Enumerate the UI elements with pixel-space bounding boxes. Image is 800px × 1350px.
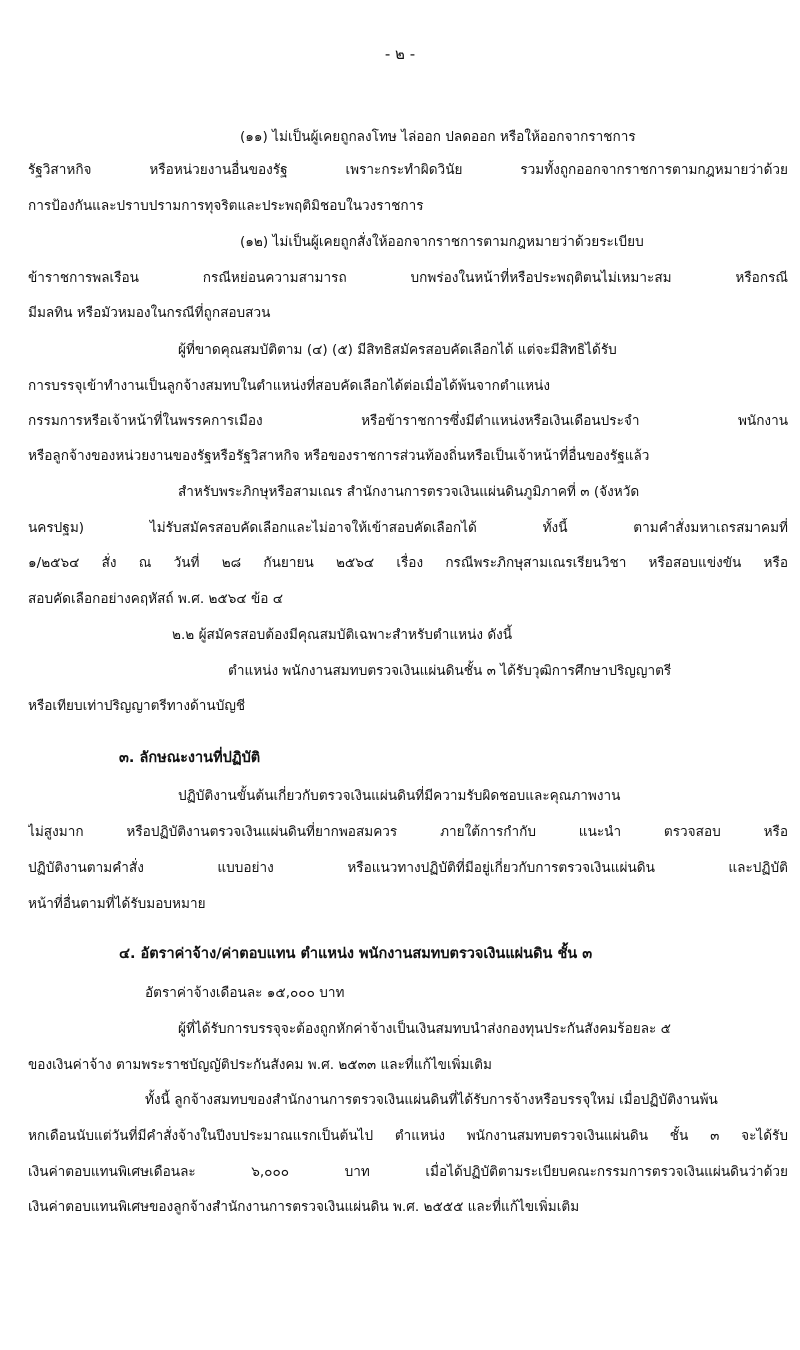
text-line: ๑/๒๕๖๔ สั่ง ณ วันที่ ๒๘ กันยายน ๒๕๖๔ เรื่อง กรณีพระภิกษุสามเณรเรียนวิชา หรือสอบแข่งขัน หรือ bbox=[28, 555, 788, 571]
section-heading: ๓. ลักษณะงานที่ปฏิบัติ bbox=[119, 750, 261, 766]
text-line: อัตราค่าจ้างเดือนละ ๑๕,๐๐๐ บาท bbox=[145, 985, 345, 1001]
text-line: มีมลทิน หรือมัวหมองในกรณีที่ถูกสอบสวน bbox=[28, 305, 271, 321]
text-line: เงินค่าตอบแทนพิเศษของลูกจ้างสำนักงานการตรวจเงินแผ่นดิน พ.ศ. ๒๕๕๕ และที่แก้ไขเพิ่มเติม bbox=[28, 1199, 580, 1215]
text-line: นครปฐม) ไม่รับสมัครสอบคัดเลือกและไม่อาจให้เข้าสอบคัดเลือกได้ ทั้งนี้ ตามคำสั่งมหาเถรสมาคมที่ bbox=[28, 520, 788, 536]
text-line: การป้องกันและปราบปรามการทุจริตและประพฤติมิชอบในวงราชการ bbox=[28, 198, 424, 214]
page-number: - ๒ - bbox=[384, 45, 416, 63]
text-line: (๑๒) ไม่เป็นผู้เคยถูกสั่งให้ออกจากราชการตามกฎหมายว่าด้วยระเบียบ bbox=[240, 234, 644, 250]
text-line: (๑๑) ไม่เป็นผู้เคยถูกลงโทษ ไล่ออก ปลดออก หรือให้ออกจากราชการ bbox=[240, 129, 636, 145]
text-line: หรือเทียบเท่าปริญญาตรีทางด้านบัญชี bbox=[28, 698, 246, 714]
text-line: สอบคัดเลือกอย่างคฤหัสถ์ พ.ศ. ๒๕๖๔ ข้อ ๔ bbox=[28, 591, 284, 607]
text-line: ปฏิบัติงานขั้นต้นเกี่ยวกับตรวจเงินแผ่นดินที่มีความรับผิดชอบและคุณภาพงาน bbox=[178, 788, 621, 804]
section-heading: ๔. อัตราค่าจ้าง/ค่าตอบแทน ตำแหน่ง พนักงานสมทบตรวจเงินแผ่นดิน ชั้น ๓ bbox=[119, 946, 593, 962]
text-line: การบรรจุเข้าทำงานเป็นลูกจ้างสมทบในตำแหน่งที่สอบคัดเลือกได้ต่อเมื่อได้พ้นจากตำแหน่ง bbox=[28, 378, 550, 394]
text-line: ข้าราชการพลเรือน กรณีหย่อนความสามารถ บกพร่องในหน้าที่หรือประพฤติตนไม่เหมาะสม หรือกรณี bbox=[28, 270, 788, 286]
text-line: ของเงินค่าจ้าง ตามพระราชบัญญัติประกันสังคม พ.ศ. ๒๕๓๓ และที่แก้ไขเพิ่มเติม bbox=[28, 1057, 492, 1073]
text-line: หรือลูกจ้างของหน่วยงานของรัฐหรือรัฐวิสาหกิจ หรือของราชการส่วนท้องถิ่นหรือเป็นเจ้าหน้าที่อื่นของรัฐแล้ว bbox=[28, 448, 650, 464]
text-line: หน้าที่อื่นตามที่ได้รับมอบหมาย bbox=[28, 896, 206, 912]
text-line: ผู้ที่ได้รับการบรรจุจะต้องถูกหักค่าจ้างเป็นเงินสมทบนำส่งกองทุนประกันสังคมร้อยละ ๕ bbox=[178, 1021, 671, 1037]
text-line: กรรมการหรือเจ้าหน้าที่ในพรรคการเมือง หรือข้าราชการซึ่งมีตำแหน่งหรือเงินเดือนประจำ พนักงาน bbox=[28, 413, 788, 429]
text-line: เงินค่าตอบแทนพิเศษเดือนละ ๖,๐๐๐ บาท เมื่อได้ปฏิบัติตามระเบียบคณะกรรมการตรวจเงินแผ่นดินว่าด้วย bbox=[28, 1164, 788, 1180]
text-line: ผู้ที่ขาดคุณสมบัติตาม (๔) (๕) มีสิทธิสมัครสอบคัดเลือกได้ แต่จะมีสิทธิได้รับ bbox=[178, 342, 617, 358]
text-line: ตำแหน่ง พนักงานสมทบตรวจเงินแผ่นดินชั้น ๓ ได้รับวุฒิการศึกษาปริญญาตรี bbox=[228, 663, 672, 679]
text-line: รัฐวิสาหกิจ หรือหน่วยงานอื่นของรัฐ เพราะกระทำผิดวินัย รวมทั้งถูกออกจากราชการตามกฎหมายว่าด้วย bbox=[28, 162, 788, 178]
text-line: ไม่สูงมาก หรือปฏิบัติงานตรวจเงินแผ่นดินที่ยากพอสมควร ภายใต้การกำกับ แนะนำ ตรวจสอบ หรือ bbox=[28, 824, 788, 840]
text-line: หกเดือนนับแต่วันที่มีคำสั่งจ้างในปีงบประมาณแรกเป็นต้นไป ตำแหน่ง พนักงานสมทบตรวจเงินแผ่นดิน ชั้น ๓ จะได้รับ bbox=[28, 1128, 788, 1144]
text-line: ปฏิบัติงานตามคำสั่ง แบบอย่าง หรือแนวทางปฏิบัติที่มีอยู่เกี่ยวกับการตรวจเงินแผ่นดิน และปฏิบัติ bbox=[28, 860, 788, 876]
text-line: ๒.๒ ผู้สมัครสอบต้องมีคุณสมบัติเฉพาะสำหรับตำแหน่ง ดังนี้ bbox=[172, 627, 513, 643]
text-line: ทั้งนี้ ลูกจ้างสมทบของสำนักงานการตรวจเงินแผ่นดินที่ได้รับการจ้างหรือบรรจุใหม่ เมื่อปฏิบัติงานพ้น bbox=[145, 1092, 718, 1108]
text-line: สำหรับพระภิกษุหรือสามเณร สำนักงานการตรวจเงินแผ่นดินภูมิภาคที่ ๓ (จังหวัด bbox=[178, 484, 640, 500]
